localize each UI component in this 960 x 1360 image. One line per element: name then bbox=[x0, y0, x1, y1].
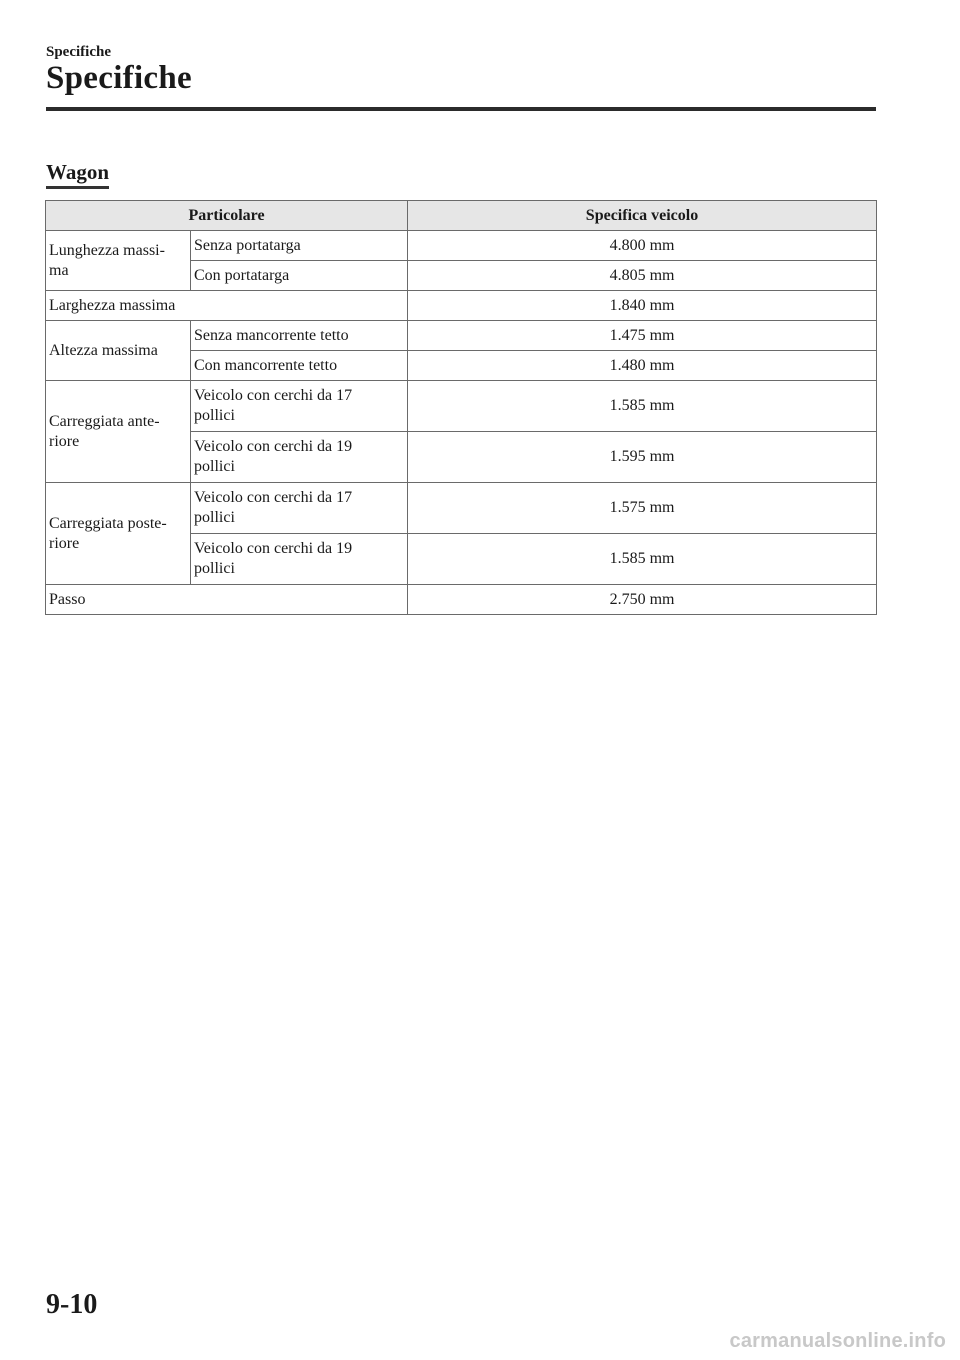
row-label-larghezza: Larghezza massima bbox=[46, 291, 408, 321]
watermark: carmanualsonline.info bbox=[729, 1330, 946, 1352]
spec-value: 1.840 mm bbox=[408, 291, 877, 321]
header-particolare: Particolare bbox=[46, 201, 408, 231]
row-label-lunghezza: Lunghezza massi- ma bbox=[46, 231, 191, 291]
spec-value: 2.750 mm bbox=[408, 585, 877, 615]
table-header-row bbox=[46, 201, 877, 231]
sub-label: Con mancorrente tetto bbox=[191, 351, 408, 381]
spec-value: 1.480 mm bbox=[408, 351, 877, 381]
spec-value: 1.585 mm bbox=[408, 534, 877, 585]
spec-table bbox=[45, 200, 877, 615]
sub-label: Senza portatarga bbox=[191, 231, 408, 261]
spec-value: 4.800 mm bbox=[408, 231, 877, 261]
table-row bbox=[46, 381, 877, 432]
row-label-carreggiata-posteriore: Carreggiata poste- riore bbox=[46, 483, 191, 585]
spec-value: 1.595 mm bbox=[408, 432, 877, 483]
table-row bbox=[46, 321, 877, 351]
section-title: Wagon bbox=[46, 160, 109, 189]
table-row bbox=[46, 231, 877, 261]
table-row bbox=[46, 483, 877, 534]
header-specifica: Specifica veicolo bbox=[408, 201, 877, 231]
sub-label: Con portatarga bbox=[191, 261, 408, 291]
table-row bbox=[46, 585, 877, 615]
spec-value: 1.575 mm bbox=[408, 483, 877, 534]
row-label-altezza: Altezza massima bbox=[46, 321, 191, 381]
row-label-carreggiata-anteriore: Carreggiata ante- riore bbox=[46, 381, 191, 483]
sub-label: Senza mancorrente tetto bbox=[191, 321, 408, 351]
spec-value: 1.475 mm bbox=[408, 321, 877, 351]
page-title: Specifiche bbox=[46, 60, 192, 96]
spec-value: 4.805 mm bbox=[408, 261, 877, 291]
sub-label: Veicolo con cerchi da 17 pollici bbox=[191, 381, 408, 432]
sub-label: Veicolo con cerchi da 19 pollici bbox=[191, 432, 408, 483]
sub-label: Veicolo con cerchi da 19 pollici bbox=[191, 534, 408, 585]
running-head: Specifiche bbox=[46, 44, 111, 60]
title-divider bbox=[46, 107, 876, 111]
row-label-passo: Passo bbox=[46, 585, 408, 615]
page-number: 9-10 bbox=[46, 1289, 98, 1320]
spec-value: 1.585 mm bbox=[408, 381, 877, 432]
sub-label: Veicolo con cerchi da 17 pollici bbox=[191, 483, 408, 534]
table-row bbox=[46, 291, 877, 321]
